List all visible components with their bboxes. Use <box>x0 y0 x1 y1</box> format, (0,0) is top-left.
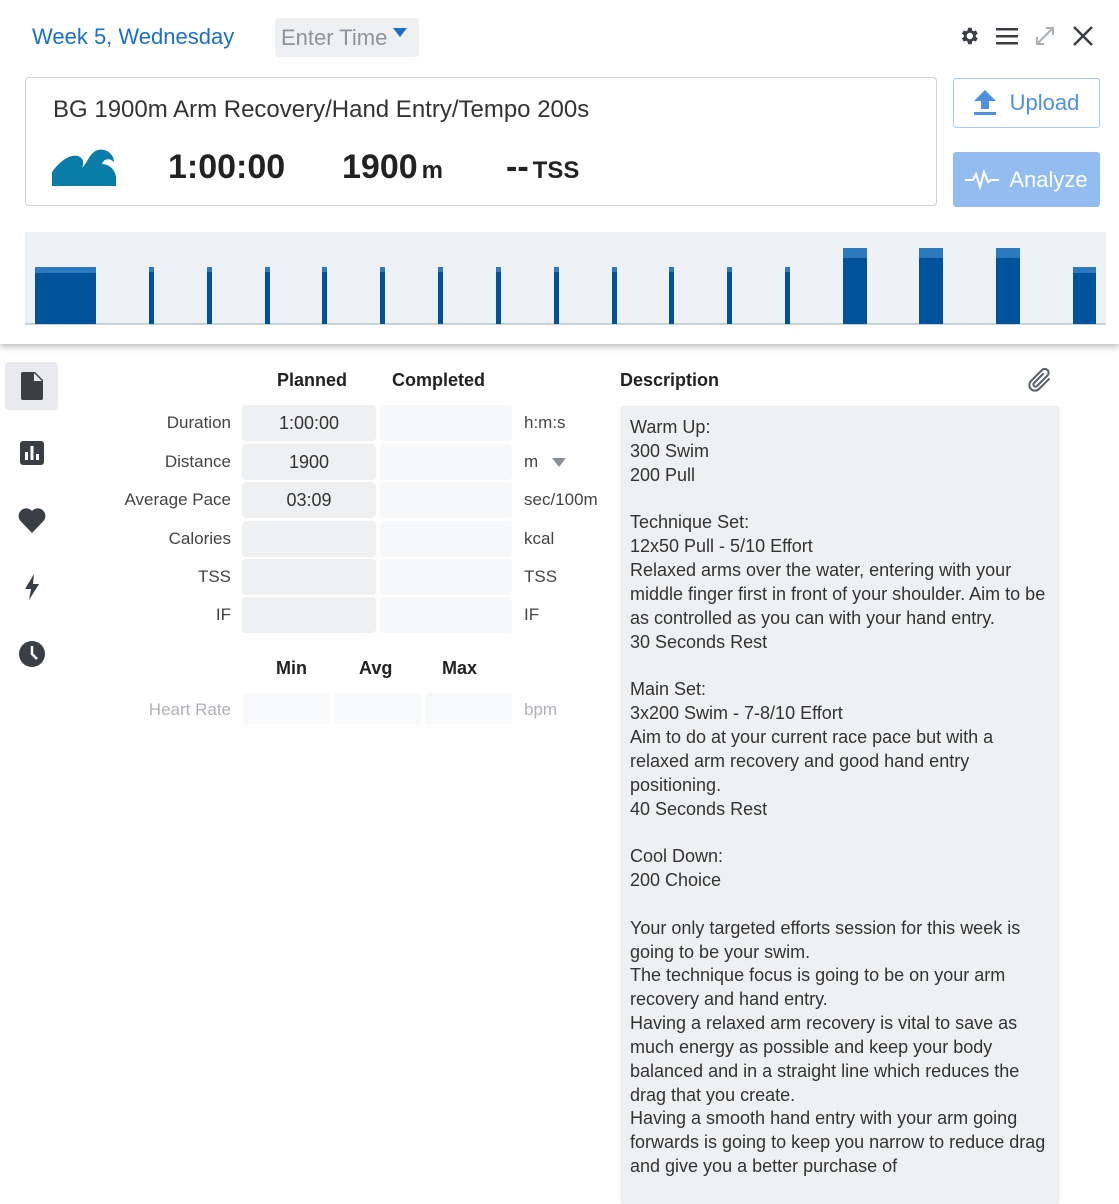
completed-tss-field[interactable] <box>380 559 512 595</box>
average-pace-label: Average Pace <box>124 490 231 509</box>
heart-icon <box>18 507 46 533</box>
planned-if-field[interactable] <box>242 597 376 633</box>
expand-icon[interactable] <box>1033 24 1057 48</box>
rail-analysis[interactable] <box>5 429 58 477</box>
analyze-label: Analyze <box>1009 166 1088 192</box>
planned-pace-field[interactable]: 03:09 <box>242 482 376 518</box>
distance-unit: m <box>421 157 443 184</box>
swim-wave-icon <box>52 146 116 191</box>
if-unit: IF <box>524 605 540 624</box>
upload-icon <box>974 90 996 116</box>
hr-min-field <box>243 693 330 724</box>
heart-rate-label: Heart Rate <box>148 700 231 719</box>
completed-if-field[interactable] <box>380 597 512 633</box>
analyze-button[interactable] <box>953 152 1100 207</box>
document-icon <box>21 372 43 400</box>
left-rail <box>5 362 59 697</box>
completed-pace-field[interactable] <box>380 482 512 518</box>
calories-label: Calories <box>168 529 231 548</box>
hr-min-header: Min <box>276 658 307 678</box>
completed-column-header: Completed <box>392 370 486 390</box>
window-controls <box>957 24 1095 48</box>
date-title: Week 5, Wednesday <box>32 24 235 49</box>
close-icon[interactable] <box>1071 24 1095 48</box>
workout-title[interactable]: BG 1900m Arm Recovery/Hand Entry/Tempo 200s <box>53 96 590 123</box>
caret-down-icon <box>552 458 566 467</box>
workout-header <box>0 0 1119 344</box>
planned-distance <box>342 148 443 187</box>
lightning-icon <box>24 574 40 600</box>
planned-duration-field[interactable]: 1:00:00 <box>242 405 376 441</box>
completed-duration-field[interactable] <box>380 405 512 441</box>
bar-chart-icon <box>20 441 44 465</box>
hr-max-field <box>425 693 512 724</box>
description-heading: Description <box>620 370 720 390</box>
caret-down-icon <box>393 28 407 37</box>
distance-unit-value: m <box>524 452 539 471</box>
completed-calories-field[interactable] <box>380 521 512 557</box>
clock-icon <box>18 640 46 668</box>
planned-distance-field[interactable]: 1900 <box>242 444 376 480</box>
upload-label: Upload <box>1009 90 1080 115</box>
structure-main-set-intervals <box>843 248 1020 324</box>
enter-time-label: Enter Time <box>281 24 388 50</box>
tss-unit: TSS <box>532 157 580 184</box>
structure-warmup-block <box>35 267 96 324</box>
completed-distance-field[interactable] <box>380 444 512 480</box>
planned-tss-field[interactable] <box>242 559 376 595</box>
menu-icon[interactable] <box>995 24 1019 48</box>
hr-avg-field <box>334 693 421 724</box>
tss-label: TSS <box>197 567 231 586</box>
pace-unit: sec/100m <box>524 490 598 509</box>
tss-value: -- <box>506 148 529 186</box>
structure-technique-intervals <box>149 267 790 324</box>
distance-unit-select[interactable] <box>524 452 566 472</box>
heart-rate-unit: bpm <box>524 700 558 719</box>
rail-heart[interactable] <box>5 496 58 544</box>
tss-unit: TSS <box>524 567 558 586</box>
rail-summary[interactable] <box>5 362 58 410</box>
distance-label: Distance <box>164 452 231 471</box>
workout-summary-card <box>25 77 937 206</box>
duration-label: Duration <box>166 413 231 432</box>
planned-tss <box>506 148 579 187</box>
description-textarea[interactable]: Warm Up: 300 Swim 200 Pull Technique Set: 12x50 Pull - 5/10 Effort Relaxed arms over the water, entering with your middle finger first in front of your shoulder. Aim to be as controlled as you can with your hand entry. 30 Seconds Rest Main Set: 3x200 Swim - 7-8/10 Effort Aim to do at your current race pace but with a relaxed arm recovery and good hand entry positioning. 40 Seconds Rest Cool Down: 200 Choice Your only targeted efforts session for this week is going to be your swim. The technique focus is going to be on your arm recovery and hand entry. Having a relaxed arm recovery is vital to save as much energy as possible and keep your body balanced and in a straight line which reduces the drag that you create. Having a smooth hand entry with your arm going forwards is going to keep you narrow to reduce drag and give you a better purchase of <box>620 406 1060 1204</box>
distance-value: 1900 <box>342 148 418 186</box>
if-label: IF <box>215 605 231 624</box>
rail-time[interactable] <box>5 630 58 678</box>
workout-structure-chart <box>25 232 1106 325</box>
upload-button[interactable] <box>953 78 1100 128</box>
duration-unit: h:m:s <box>524 413 566 432</box>
planned-column-header: Planned <box>277 370 348 390</box>
planned-calories-field[interactable] <box>242 521 376 557</box>
hr-avg-header: Avg <box>359 658 393 678</box>
rail-power[interactable] <box>5 563 58 611</box>
enter-time-dropdown[interactable] <box>275 18 419 57</box>
pulse-icon <box>965 170 999 190</box>
paperclip-icon[interactable] <box>1027 366 1053 399</box>
calories-unit: kcal <box>524 529 555 548</box>
planned-duration: 1:00:00 <box>168 148 286 186</box>
hr-max-header: Max <box>442 658 478 678</box>
structure-cooldown-block <box>1073 267 1096 324</box>
gear-icon[interactable] <box>957 24 981 48</box>
